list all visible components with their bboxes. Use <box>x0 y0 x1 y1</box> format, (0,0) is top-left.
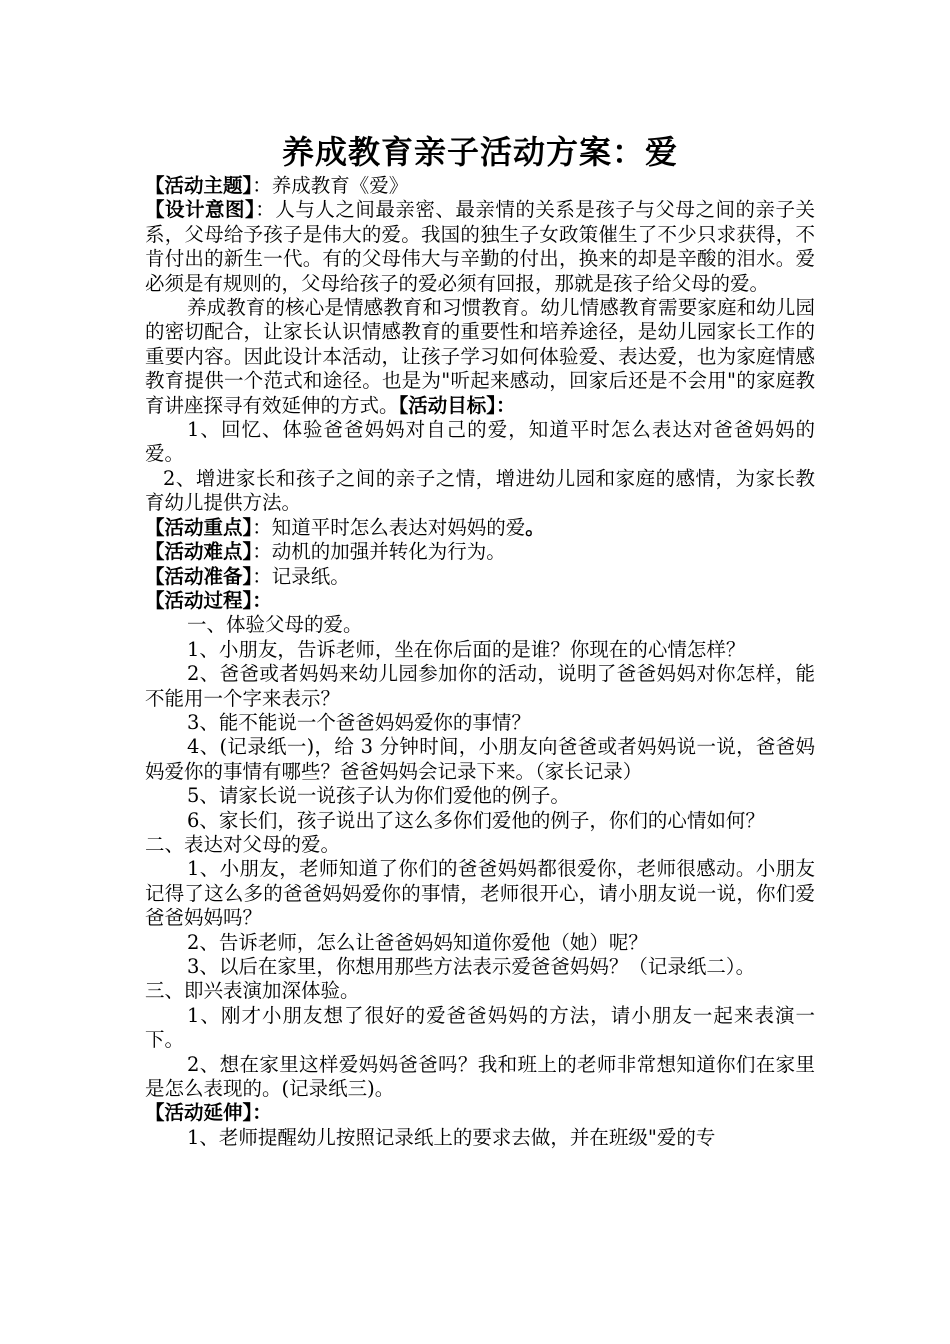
focus-line <box>145 516 815 540</box>
prep-line <box>145 565 815 589</box>
difficulty-colon: ： <box>252 540 272 564</box>
extension-item: 1、老师提醒幼儿按照记录纸上的要求去做，并在班级"爱的专 <box>187 1125 716 1149</box>
section-1-item: 2、爸爸或者妈妈来幼儿园参加你的活动，说明了爸爸妈妈对你怎样，能不能用一个字来表示？ <box>145 662 815 710</box>
theme-line <box>145 174 815 198</box>
intent-paragraph-2 <box>145 296 815 418</box>
process-heading <box>145 589 815 613</box>
goal-item: 2、增进家长和孩子之间的亲子之情，增进幼儿园和家庭的感情，为家长教育幼儿提供方法。 <box>145 466 815 515</box>
section-3-item: 2、想在家里这样爱妈妈爸爸吗？我和班上的老师非常想知道你们在家里是怎么表现的。(记录纸三)。 <box>145 1052 815 1101</box>
goal-item: 1、回忆、体验爸爸妈妈对自己的爱，知道平时怎么表达对爸爸妈妈的爱。 <box>145 418 815 466</box>
extension-label: 【活动延伸】 <box>145 1101 253 1125</box>
section-2-item: 2、告诉老师，怎么让爸爸妈妈知道你爱他（她）呢？ <box>187 930 648 954</box>
intent-colon: ： <box>255 198 276 222</box>
section-1-title: 一、体验父母的爱。 <box>187 613 363 637</box>
section-2-item: 3、以后在家里，你想用那些方法表示爱爸爸妈妈？（记录纸二）。 <box>187 955 756 978</box>
extension-heading <box>145 1101 815 1125</box>
extension-colon: ： <box>252 1101 272 1125</box>
intent-paragraph-1 <box>145 198 815 296</box>
goals-label: 【活动目标】 <box>398 393 497 417</box>
section-3-item: 1、刚才小朋友想了很好的爱爸爸妈妈的方法，请小朋友一起来表演一下。 <box>145 1003 815 1052</box>
prep-label: 【活动准备】 <box>145 564 253 588</box>
difficulty-line <box>145 540 815 564</box>
focus-colon: ： <box>252 515 272 539</box>
section-1-item: 5、请家长说一说孩子认为你们爱他的例子。 <box>187 784 570 808</box>
document-body <box>145 130 815 1150</box>
section-3-title: 三、即兴表演加深体验。 <box>145 979 360 1003</box>
goals-colon: ： <box>496 393 516 417</box>
difficulty-text: 动机的加强并转化为行为。 <box>271 540 506 564</box>
section-1-item: 3、能不能说一个爸爸妈妈爱你的事情？ <box>187 710 531 734</box>
theme-label: 【活动主题】 <box>145 174 253 197</box>
prep-text: 记录纸。 <box>271 564 350 588</box>
focus-text: 知道平时怎么表达对妈妈的爱 <box>271 515 526 539</box>
section-2-title: 二、表达对父母的爱。 <box>145 832 341 856</box>
focus-end: 。 <box>525 515 545 539</box>
intent-label: 【设计意图】 <box>145 198 256 222</box>
document-title: 养成教育亲子活动方案：爱 <box>281 133 678 171</box>
section-2-item: 1、小朋友，老师知道了你们的爸爸妈妈都很爱你，老师很感动。小朋友记得了这么多的爸爸妈妈爱你的事情，老师很开心，请小朋友说一说，你们爱爸爸妈妈吗？ <box>145 857 815 930</box>
theme-colon: ： <box>252 174 272 197</box>
section-1-item: 4、(记录纸一)，给 3 分钟时间，小朋友向爸爸或者妈妈说一说，爸爸妈妈爱你的事情有哪些？爸爸妈妈会记录下来。（家长记录） <box>145 735 815 783</box>
prep-colon: ： <box>252 564 272 588</box>
process-colon: ： <box>252 588 272 612</box>
intent-text-1: 人与人之间最亲密、最亲情的关系是孩子与父母之间的亲子关系，父母给予孩子是伟大的爱。我国的独生子女政策催生了不少只求获得，不肯付出的新生一代。有的父母伟大与辛勤的付出，换来的却是辛酸的泪水。爱必须是有规则的，父母给孩子的爱必须有回报，那就是孩子给父母的爱。 <box>145 198 815 295</box>
section-1-item: 1、小朋友，告诉老师，坐在你后面的是谁？你现在的心情怎样？ <box>187 637 746 661</box>
process-label: 【活动过程】 <box>145 588 253 612</box>
intent-text-2: 养成教育的核心是情感教育和习惯教育。幼儿情感教育需要家庭和幼儿园的密切配合，让家长认识情感教育的重要性和培养途径，是幼儿园家长工作的重要内容。因此设计本活动，让孩子学习如何体验爱、表达爱，也为家庭情感教育提供一个范式和途径。也是为"听起来感动，回家后还是不会用"的家庭教育讲座探寻有效延伸的方式。 <box>145 296 815 417</box>
difficulty-label: 【活动难点】 <box>145 540 253 564</box>
section-1-item: 6、家长们，孩子说出了这么多你们爱他的例子，你们的心情如何？ <box>187 808 765 832</box>
theme-text: 养成教育《爱》 <box>271 174 409 197</box>
focus-label: 【活动重点】 <box>145 515 253 539</box>
